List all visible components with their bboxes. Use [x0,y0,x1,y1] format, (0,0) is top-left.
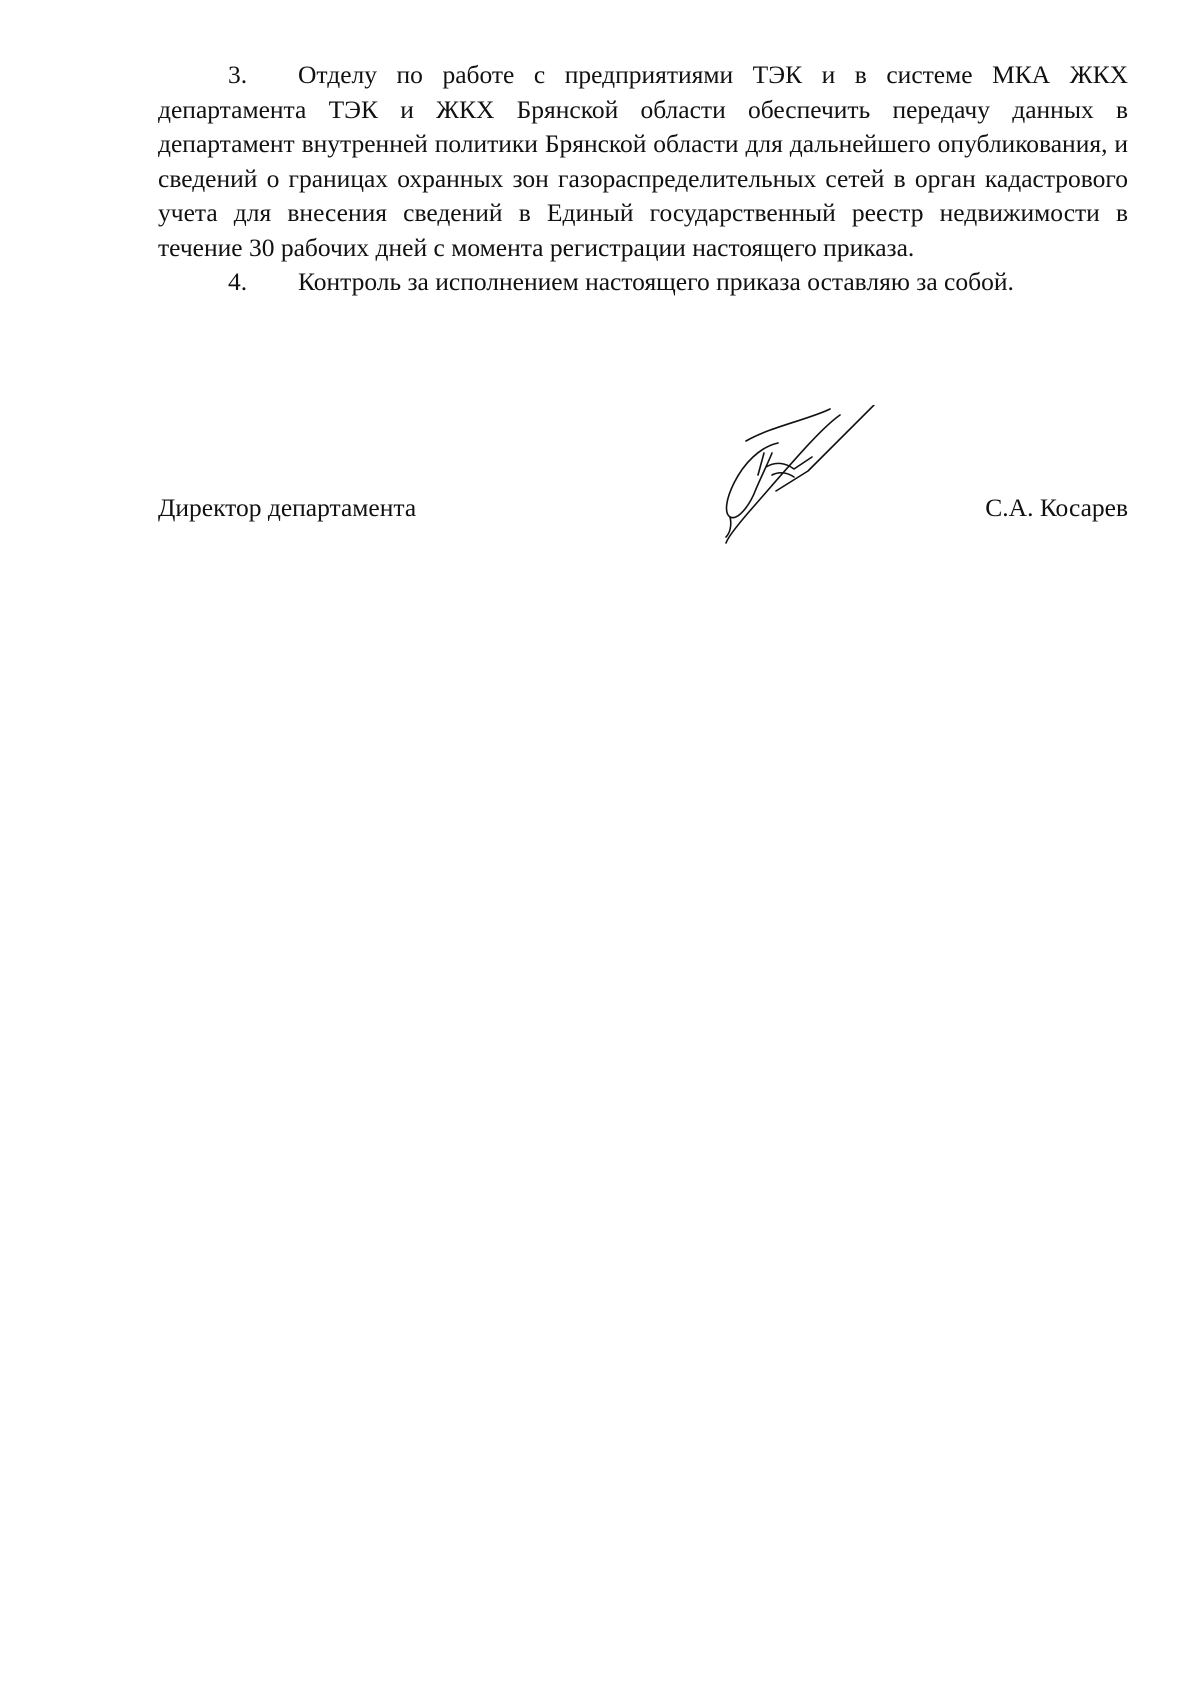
paragraph-text: Контроль за исполнением настоящего приказа оставляю за собой. [298,267,1014,296]
paragraph-number: 3. [228,60,248,89]
paragraph-4 [158,265,1128,300]
document-body [158,58,1128,300]
paragraph-3 [158,58,1128,265]
paragraph-text: Отделу по работе с предприятиями ТЭК и в системе МКА ЖКХ департамента ТЭК и ЖКХ Брянской области обеспечить передачу данных в департамент внутренней политики Брянской области для дальнейшего опубликования, и сведений о границах охранных зон газораспределительных сетей в орган кадастрового учета для внесения сведений в Единый государственный реестр недвижимости в течение 30 рабочих дней с момента регистрации настоящего приказа. [158,60,1128,262]
signatory-title: Директор департамента [158,493,417,522]
handwritten-signature-icon [660,405,890,555]
signatory-name: С.А. Косарев [985,493,1128,522]
paragraph-number: 4. [228,267,248,296]
